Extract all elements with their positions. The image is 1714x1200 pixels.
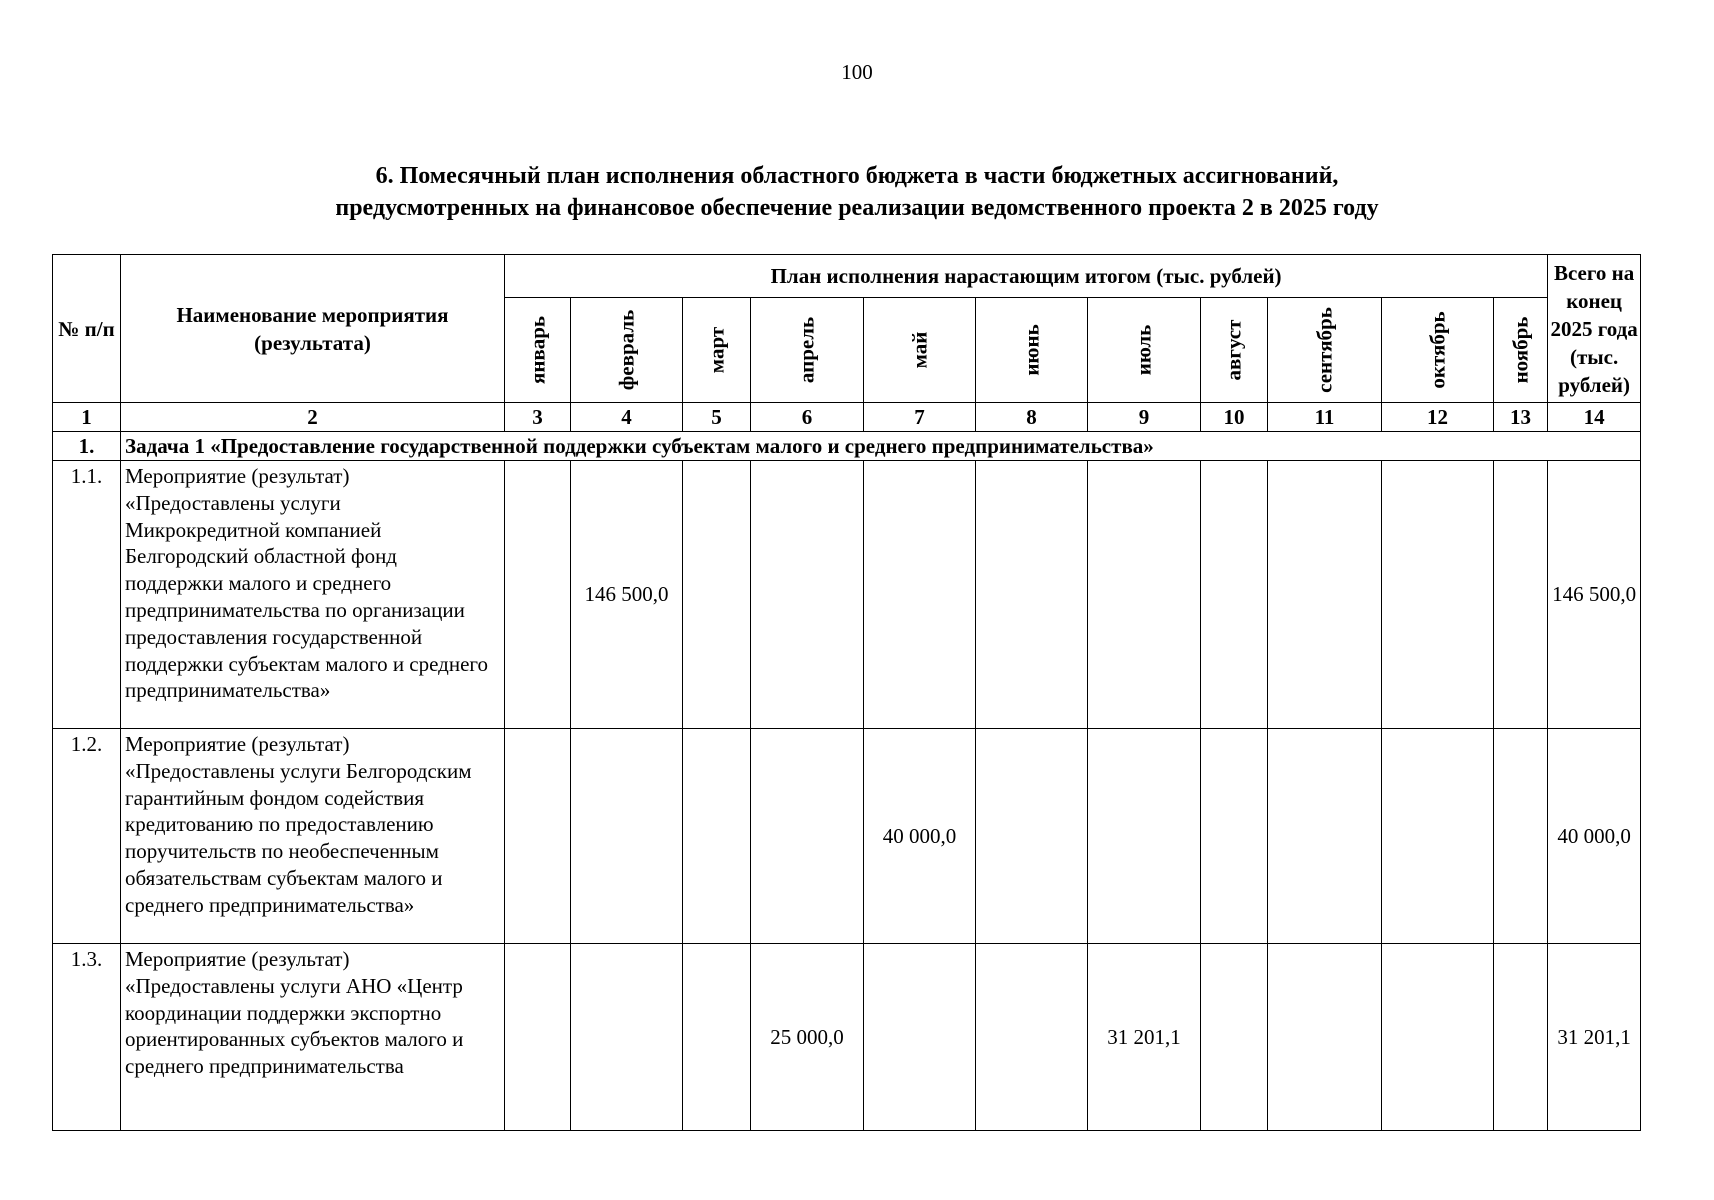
header-plan: План исполнения нарастающим итогом (тыс. рублей) bbox=[505, 255, 1548, 298]
column-number: 14 bbox=[1548, 403, 1641, 432]
value-cell bbox=[1201, 461, 1268, 729]
month-label: сентябрь bbox=[1312, 307, 1336, 393]
column-number: 13 bbox=[1494, 403, 1548, 432]
task-name: Задача 1 «Предоставление государственной поддержки субъектам малого и среднего предпринимательства» bbox=[121, 432, 1641, 461]
column-number: 10 bbox=[1201, 403, 1268, 432]
value-cell bbox=[505, 461, 571, 729]
column-number: 8 bbox=[976, 403, 1088, 432]
column-number: 9 bbox=[1088, 403, 1201, 432]
value-cell bbox=[976, 461, 1088, 729]
total-cell: 31 201,1 bbox=[1548, 944, 1641, 1131]
row-number: 1.2. bbox=[53, 729, 121, 944]
title-line-1: 6. Помесячный план исполнения областного бюджета в части бюджетных ассигнований, bbox=[375, 163, 1339, 189]
page-number: 100 bbox=[841, 60, 873, 84]
value-cell bbox=[1268, 944, 1382, 1131]
row-number: 1.1. bbox=[53, 461, 121, 729]
column-number: 6 bbox=[751, 403, 864, 432]
month-header bbox=[1494, 298, 1548, 403]
table-row bbox=[53, 729, 1641, 944]
title-line-2: предусмотренных на финансовое обеспечение реализации ведомственного проекта 2 в 2025 году bbox=[335, 195, 1379, 221]
value-cell bbox=[683, 461, 751, 729]
column-number: 3 bbox=[505, 403, 571, 432]
month-label: ноябрь bbox=[1508, 316, 1533, 384]
month-header bbox=[1201, 298, 1268, 403]
column-number: 12 bbox=[1382, 403, 1494, 432]
row-name: Мероприятие (результат) «Предоставлены услуги АНО «Центр координации поддержки экспортно ориентированных субъектов малого и среднего предпринимательства bbox=[121, 944, 505, 1131]
column-number: 5 bbox=[683, 403, 751, 432]
value-cell bbox=[1201, 944, 1268, 1131]
month-header bbox=[571, 298, 683, 403]
value-cell: 146 500,0 bbox=[571, 461, 683, 729]
value-cell bbox=[976, 944, 1088, 1131]
value-cell bbox=[683, 729, 751, 944]
value-cell bbox=[1382, 944, 1494, 1131]
column-number: 1 bbox=[53, 403, 121, 432]
month-label: июль bbox=[1131, 324, 1156, 376]
month-header bbox=[1268, 298, 1382, 403]
month-header bbox=[976, 298, 1088, 403]
value-cell bbox=[1088, 461, 1201, 729]
month-header bbox=[505, 298, 571, 403]
table-row bbox=[53, 944, 1641, 1131]
month-label: январь bbox=[525, 315, 549, 385]
header-row bbox=[53, 255, 1641, 298]
month-header bbox=[864, 298, 976, 403]
month-label: февраль bbox=[614, 309, 638, 391]
column-number: 7 bbox=[864, 403, 976, 432]
total-cell: 40 000,0 bbox=[1548, 729, 1641, 944]
value-cell: 40 000,0 bbox=[864, 729, 976, 944]
value-cell bbox=[1382, 729, 1494, 944]
row-number: 1.3. bbox=[53, 944, 121, 1131]
value-cell bbox=[571, 944, 683, 1131]
month-label: август bbox=[1221, 319, 1246, 381]
value-cell bbox=[751, 729, 864, 944]
value-cell bbox=[1494, 461, 1548, 729]
value-cell bbox=[683, 944, 751, 1131]
column-number: 2 bbox=[121, 403, 505, 432]
column-number: 11 bbox=[1268, 403, 1382, 432]
value-cell: 25 000,0 bbox=[751, 944, 864, 1131]
value-cell bbox=[864, 944, 976, 1131]
total-cell: 146 500,0 bbox=[1548, 461, 1641, 729]
column-number-row bbox=[53, 403, 1641, 432]
month-label: июнь bbox=[1019, 324, 1043, 376]
value-cell bbox=[1268, 461, 1382, 729]
header-name: Наименование мероприятия (результата) bbox=[121, 255, 505, 403]
value-cell bbox=[976, 729, 1088, 944]
value-cell bbox=[1494, 729, 1548, 944]
value-cell bbox=[505, 944, 571, 1131]
value-cell bbox=[864, 461, 976, 729]
month-label: май bbox=[907, 331, 931, 369]
task-row bbox=[53, 432, 1641, 461]
month-label: апрель bbox=[794, 316, 819, 384]
row-name: Мероприятие (результат) «Предоставлены услуги Микрокредитной компанией Белгородский областной фонд поддержки малого и среднего предпринимательства по организации предоставления государственной поддержки субъектам малого и среднего предпринимательства» bbox=[121, 461, 505, 729]
value-cell bbox=[1201, 729, 1268, 944]
value-cell bbox=[751, 461, 864, 729]
header-number: № п/п bbox=[53, 255, 121, 403]
task-number: 1. bbox=[53, 432, 121, 461]
header-total: Всего на конец 2025 года (тыс. рублей) bbox=[1548, 255, 1641, 403]
table-row bbox=[53, 461, 1641, 729]
month-label: март bbox=[704, 326, 728, 374]
budget-plan-table bbox=[52, 254, 1641, 1131]
value-cell bbox=[571, 729, 683, 944]
value-cell bbox=[1382, 461, 1494, 729]
month-header bbox=[1088, 298, 1201, 403]
month-header bbox=[683, 298, 751, 403]
value-cell bbox=[1268, 729, 1382, 944]
month-header bbox=[1382, 298, 1494, 403]
value-cell bbox=[505, 729, 571, 944]
value-cell bbox=[1494, 944, 1548, 1131]
row-name: Мероприятие (результат) «Предоставлены услуги Белгородским гарантийным фондом содействия кредитованию по предоставлению поручительств по необеспеченным обязательствам субъектам малого и среднего предпринимательства» bbox=[121, 729, 505, 944]
month-header bbox=[751, 298, 864, 403]
column-number: 4 bbox=[571, 403, 683, 432]
value-cell: 31 201,1 bbox=[1088, 944, 1201, 1131]
value-cell bbox=[1088, 729, 1201, 944]
document-title bbox=[0, 160, 1714, 224]
month-label: октябрь bbox=[1425, 311, 1449, 389]
